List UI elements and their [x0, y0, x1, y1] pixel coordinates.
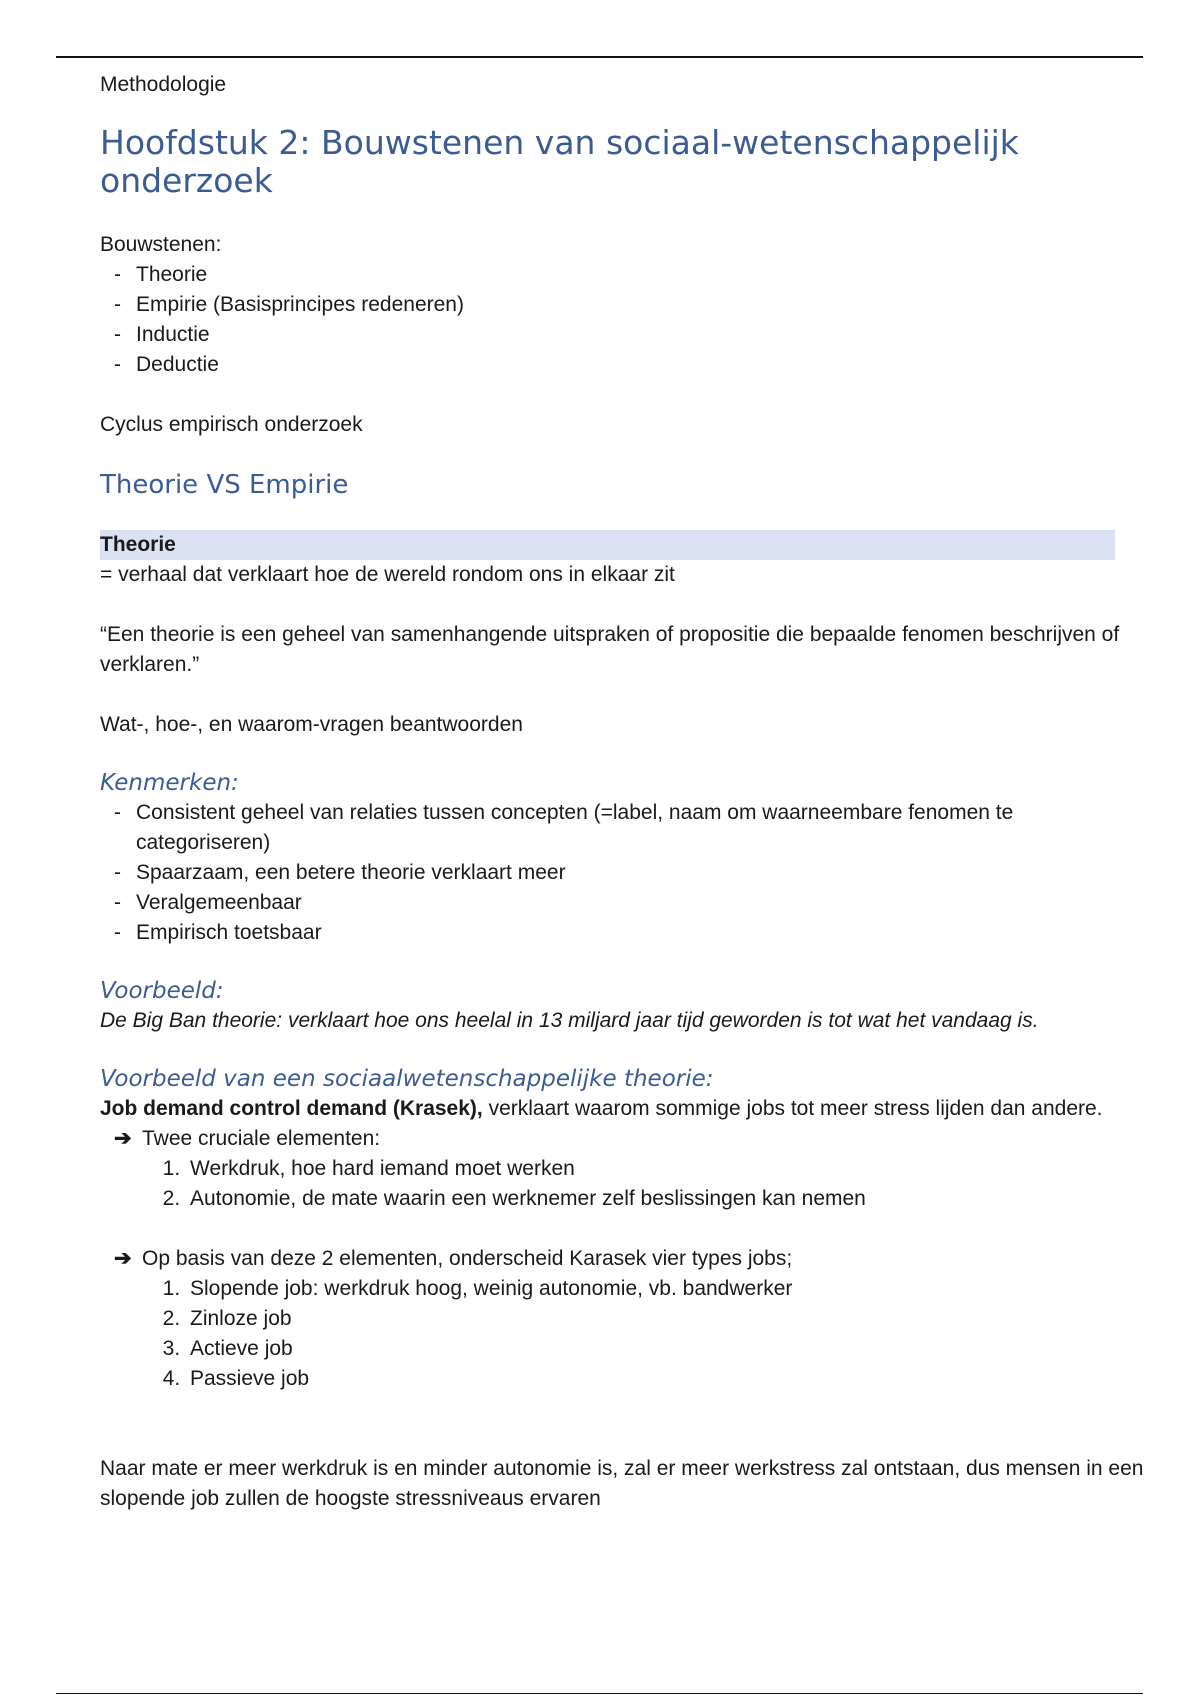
bouwstenen-list: [100, 260, 1150, 380]
arrow-right-icon: ➔: [114, 1247, 132, 1270]
elements-list: [100, 1154, 1150, 1214]
conclusion-text: Naar mate er meer werkdruk is en minder autonomie is, zal er meer werkstress zal ontstaan, dus mensen in een slopende job zullen de hoogste stressniveaus ervaren: [100, 1457, 1144, 1510]
bottom-rule: [56, 1693, 1143, 1694]
list-item: 1. Werkdruk, hoe hard iemand moet werken: [186, 1154, 1150, 1184]
list-item: 4. Passieve job: [186, 1364, 1150, 1394]
voorbeeld-text: De Big Ban theorie: verklaart hoe ons heelal in 13 miljard jaar tijd geworden is tot wat het vandaag is.: [100, 1009, 1039, 1032]
list-item: 2. Autonomie, de mate waarin een werknemer zelf beslissingen kan nemen: [186, 1184, 1150, 1214]
list-item: 1. Slopende job: werkdruk hoog, weinig autonomie, vb. bandwerker: [186, 1274, 1150, 1304]
list-item: - Consistent geheel van relaties tussen concepten (=label, naam om waarneembare fenomen te categoriseren): [114, 798, 1150, 858]
bouwstenen-label: Bouwstenen:: [100, 233, 222, 256]
list-item: - Theorie: [114, 260, 1150, 290]
list-item: 3. Actieve job: [186, 1334, 1150, 1364]
arrow-right-icon: ➔: [114, 1127, 132, 1150]
arrow-text: Twee cruciale elementen:: [142, 1127, 381, 1150]
list-item: - Inductie: [114, 320, 1150, 350]
list-item: - Spaarzaam, een betere theorie verklaart meer: [114, 858, 1150, 888]
list-item: - Empirisch toetsbaar: [114, 918, 1150, 948]
chapter-title: Hoofdstuk 2: Bouwstenen van sociaal-wetenschappelijk onderzoek: [100, 123, 1019, 200]
section-title: Theorie VS Empirie: [100, 470, 349, 500]
theorie-questions: Wat-, hoe-, en waarom-vragen beantwoorden: [100, 713, 523, 736]
krasek-lead: Job demand control demand (Krasek),: [100, 1097, 483, 1120]
top-rule: [56, 56, 1143, 58]
list-item: - Empirie (Basisprincipes redeneren): [114, 290, 1150, 320]
course-header: Methodologie: [100, 73, 227, 96]
krasek-rest: verklaart waarom sommige jobs tot meer stress lijden dan andere.: [482, 1097, 1103, 1120]
list-item: 2. Zinloze job: [186, 1304, 1150, 1334]
arrow-text: Op basis van deze 2 elementen, onderscheid Karasek vier types jobs;: [142, 1247, 793, 1270]
document-content: [100, 70, 1150, 1514]
theorie-definition: = verhaal dat verklaart hoe de wereld rondom ons in elkaar zit: [100, 563, 675, 586]
arrow-line-types: [100, 1244, 1150, 1274]
kenmerken-heading: Kenmerken:: [100, 770, 239, 796]
theorie-quote: “Een theorie is een geheel van samenhangende uitspraken of propositie die bepaalde fenomen beschrijven of verklaren.”: [100, 623, 1120, 676]
kenmerken-list: [100, 798, 1150, 948]
theorie-term: Theorie: [100, 530, 1115, 560]
voorbeeld-heading: Voorbeeld:: [100, 978, 224, 1004]
soc-voorbeeld-heading: Voorbeeld van een sociaalwetenschappelijke theorie:: [100, 1066, 714, 1092]
types-list: [100, 1274, 1150, 1394]
list-item: - Veralgemeenbaar: [114, 888, 1150, 918]
arrow-line-elements: [100, 1124, 1150, 1154]
list-item: - Deductie: [114, 350, 1150, 380]
krasek-sentence: [100, 1094, 1150, 1124]
cyclus-text: Cyclus empirisch onderzoek: [100, 413, 363, 436]
